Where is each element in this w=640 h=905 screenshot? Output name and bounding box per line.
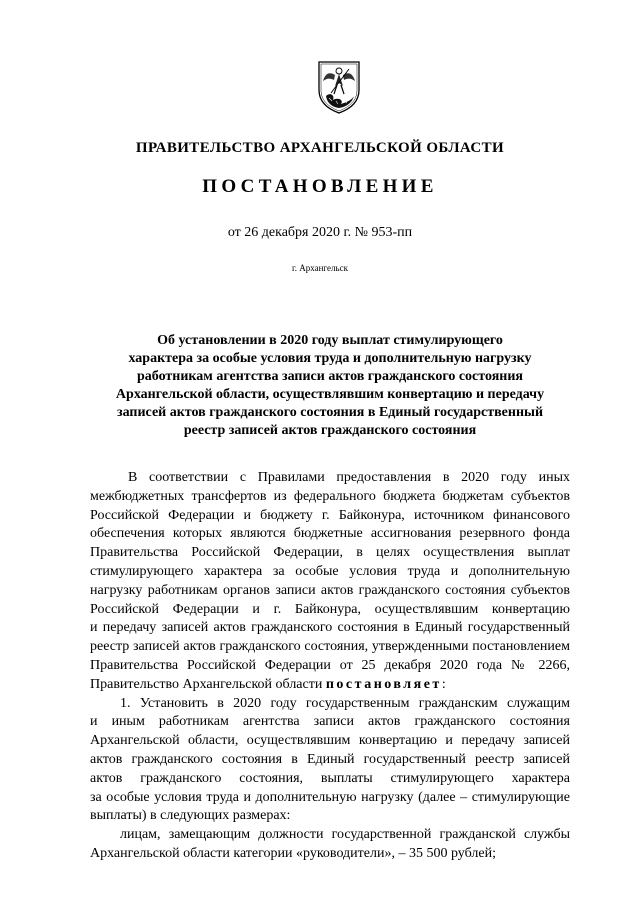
text-line: Архангельской области, осуществлявшим конвертацию и передачу записей: [90, 733, 570, 749]
enacting-verb: постановляет: [325, 676, 442, 692]
coat-of-arms-icon: [316, 60, 362, 114]
text-line: актов гражданского состояния в Единый государственный реестр записей: [90, 751, 570, 767]
text-line: Правительства Российской Федерации от 25 декабря 2020 года № 2266,: [90, 657, 570, 673]
enacting-clause-suffix: :: [441, 676, 446, 692]
document-title: [96, 332, 564, 440]
text-line: Архангельской области категории «руководители», – 35 500 рублей;: [90, 845, 496, 861]
text-line: лицам, замещающим должности государственной гражданской службы: [120, 827, 570, 843]
text-line: межбюджетных трансфертов из федерального бюджета бюджетам субъектов: [90, 488, 570, 504]
item-1-paragraph: [90, 695, 570, 827]
text-line: актов гражданского состояния, выплаты стимулирующего характера: [90, 770, 570, 786]
text-line: стимулирующего характера за особые условия труда и дополнительную: [90, 563, 570, 579]
text-line: Правительства Российской Федерации, в целях осуществления выплат: [90, 545, 570, 561]
title-line: Архангельской области, осуществлявшим конвертацию и передачу: [115, 387, 545, 402]
document-city: г. Архангельск: [292, 263, 348, 273]
text-line: реестр записей актов гражданского состояния, утвержденными постановлением: [90, 639, 570, 655]
text-line: и иным работникам агентства записи актов гражданского состояния: [90, 714, 570, 730]
title-line: реестр записей актов гражданского состояния: [183, 423, 477, 438]
text-line: Российской Федерации и бюджету г. Байконура, источником финансового: [90, 507, 570, 523]
text-line: 1. Установить в 2020 году государственным гражданским служащим: [120, 695, 570, 711]
government-name: ПРАВИТЕЛЬСТВО АРХАНГЕЛЬСКОЙ ОБЛАСТИ: [135, 140, 505, 156]
text-line: нагрузку работникам органов записи актов гражданского состояния субъектов: [90, 582, 570, 598]
text-line: и передачу записей актов гражданского состояния в Единый государственный: [90, 620, 570, 636]
document-type: ПОСТАНОВЛЕНИЕ: [202, 176, 438, 197]
title-line: Об установлении в 2020 году выплат стимулирующего: [157, 333, 503, 348]
document-body: [90, 469, 570, 864]
text-line: [90, 676, 570, 695]
text-line: обеспечения которых являются бюджетные ассигнования резервного фонда: [90, 526, 570, 542]
text-line: Российской Федерации и г. Байконура, осуществлявшим конвертацию: [90, 601, 570, 617]
enacting-clause-prefix: Правительство Архангельской области: [90, 676, 326, 692]
text-line: за особые условия труда и дополнительную нагрузку (далее – стимулирующие: [90, 789, 570, 805]
title-line: записей актов гражданского состояния в Единый государственный: [116, 405, 544, 420]
text-line: В соответствии с Правилами предоставления в 2020 году иных: [128, 470, 570, 485]
preamble-paragraph: [90, 469, 570, 695]
text-line: выплаты) в следующих размерах:: [90, 808, 291, 824]
title-line: работникам агентства записи актов гражданского состояния: [137, 369, 523, 384]
title-line: характера за особые условия труда и дополнительную нагрузку: [128, 351, 532, 366]
subitem-paragraph: [90, 826, 570, 864]
document-date-number: от 26 декабря 2020 г. № 953-пп: [227, 225, 413, 240]
